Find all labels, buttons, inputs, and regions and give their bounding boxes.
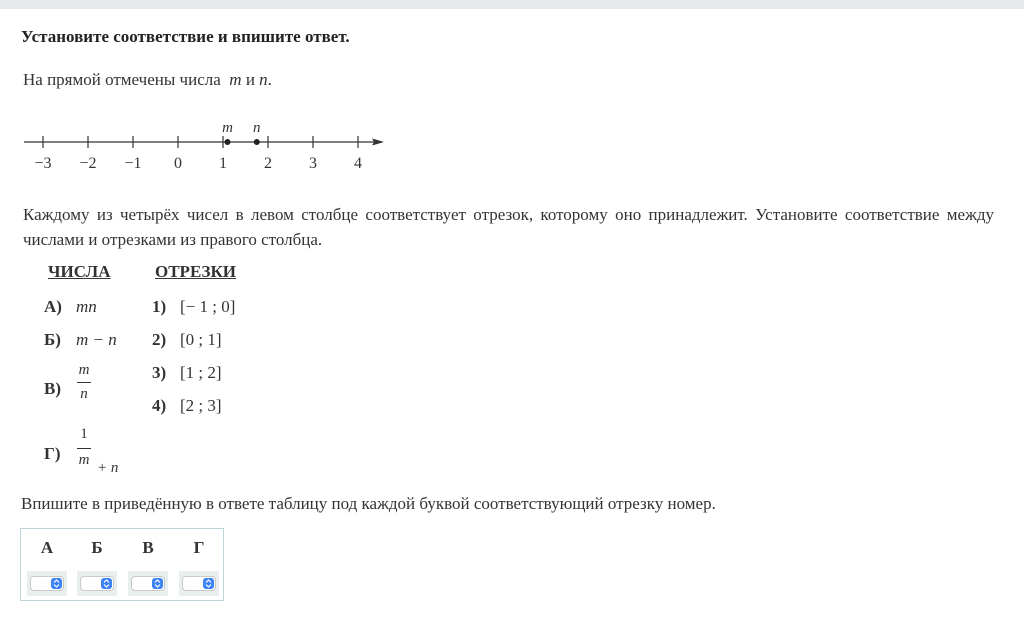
select-arrows-icon bbox=[101, 578, 112, 589]
number-value-b bbox=[76, 330, 117, 350]
segment-number-2: 2) bbox=[152, 330, 167, 349]
number-line-tick-label: −1 bbox=[124, 155, 142, 172]
answer-cell-v bbox=[128, 571, 168, 596]
number-letter-v: В) bbox=[44, 379, 61, 398]
number-line-tick-label: 0 bbox=[174, 155, 182, 172]
select-arrows-icon bbox=[152, 578, 163, 589]
number-line-tick-label: 2 bbox=[264, 155, 272, 172]
number-value-a-text: mn bbox=[76, 297, 97, 316]
answer-header-a: А bbox=[40, 538, 54, 557]
answer-instruction: Впишите в приведённую в ответе таблицу под каждой буквой соответствующий отрезку номер. bbox=[21, 494, 716, 513]
answer-header-b: Б bbox=[91, 538, 103, 557]
numbers-column-header: ЧИСЛА bbox=[48, 262, 111, 281]
answer-cell-a bbox=[27, 571, 67, 596]
answer-cell-b bbox=[77, 571, 117, 596]
segment-number-1: 1) bbox=[152, 297, 167, 316]
answer-select-b[interactable] bbox=[80, 576, 114, 591]
number-letter-b: Б) bbox=[44, 330, 61, 349]
intro-end: . bbox=[267, 70, 272, 89]
number-line-tick-label: −2 bbox=[79, 155, 97, 172]
segment-value-4: [2 ; 3] bbox=[180, 396, 222, 415]
answer-header-g: Г bbox=[193, 538, 205, 557]
number-line-point-n bbox=[254, 139, 260, 145]
number-v-numerator: m bbox=[78, 362, 90, 378]
answer-table bbox=[20, 528, 224, 601]
answer-select-v[interactable] bbox=[131, 576, 165, 591]
segment-number-4: 4) bbox=[152, 396, 167, 415]
number-line bbox=[22, 114, 392, 176]
number-g-numerator: 1 bbox=[80, 426, 88, 442]
number-letter-g: Г) bbox=[44, 444, 61, 463]
number-g-extra: + n bbox=[97, 460, 119, 476]
intro-text bbox=[23, 70, 272, 90]
number-line-point-label-m: m bbox=[222, 120, 233, 136]
segment-value-2: [0 ; 1] bbox=[180, 330, 222, 349]
segment-value-1: [− 1 ; 0] bbox=[180, 297, 236, 316]
intro-var-n: n bbox=[259, 70, 268, 89]
number-line-point-label-n: n bbox=[253, 120, 261, 136]
instruction-paragraph: Каждому из четырёх чисел в левом столбце соответствует отрезок, которому оно принадлежит. Установите соответствие между числами и отрезками из правого столбца. bbox=[23, 205, 994, 249]
segment-number-3: 3) bbox=[152, 363, 167, 382]
answer-select-a[interactable] bbox=[30, 576, 64, 591]
answer-cell-g bbox=[179, 571, 219, 596]
intro-lead: На прямой отмечены числа bbox=[23, 70, 221, 89]
number-g-denominator: m bbox=[78, 452, 90, 468]
select-arrows-icon bbox=[51, 578, 62, 589]
number-line-tick-label: 3 bbox=[309, 155, 317, 172]
number-v-denominator: n bbox=[80, 386, 88, 402]
number-v-fraction-bar bbox=[77, 382, 91, 383]
top-bar bbox=[0, 0, 1024, 9]
segment-value-3: [1 ; 2] bbox=[180, 363, 222, 382]
number-line-tick-label: 1 bbox=[219, 155, 227, 172]
number-g-fraction-bar bbox=[77, 448, 91, 449]
number-line-points bbox=[222, 120, 260, 145]
select-arrows-icon bbox=[203, 578, 214, 589]
number-line-tick-label: −3 bbox=[34, 155, 52, 172]
task-title: Установите соответствие и впишите ответ. bbox=[21, 27, 350, 46]
number-line-point-m bbox=[225, 139, 231, 145]
intro-conj: и bbox=[245, 70, 255, 89]
number-value-b-text: m − n bbox=[76, 330, 117, 349]
number-letter-a: А) bbox=[44, 297, 62, 316]
segments-column-header: ОТРЕЗКИ bbox=[155, 262, 237, 281]
number-line-tick-label: 4 bbox=[354, 155, 362, 172]
answer-select-g[interactable] bbox=[182, 576, 216, 591]
intro-var-m: m bbox=[229, 70, 242, 89]
answer-header-v: В bbox=[142, 538, 154, 557]
number-value-a bbox=[76, 297, 97, 317]
number-line-tick-labels bbox=[34, 155, 362, 172]
